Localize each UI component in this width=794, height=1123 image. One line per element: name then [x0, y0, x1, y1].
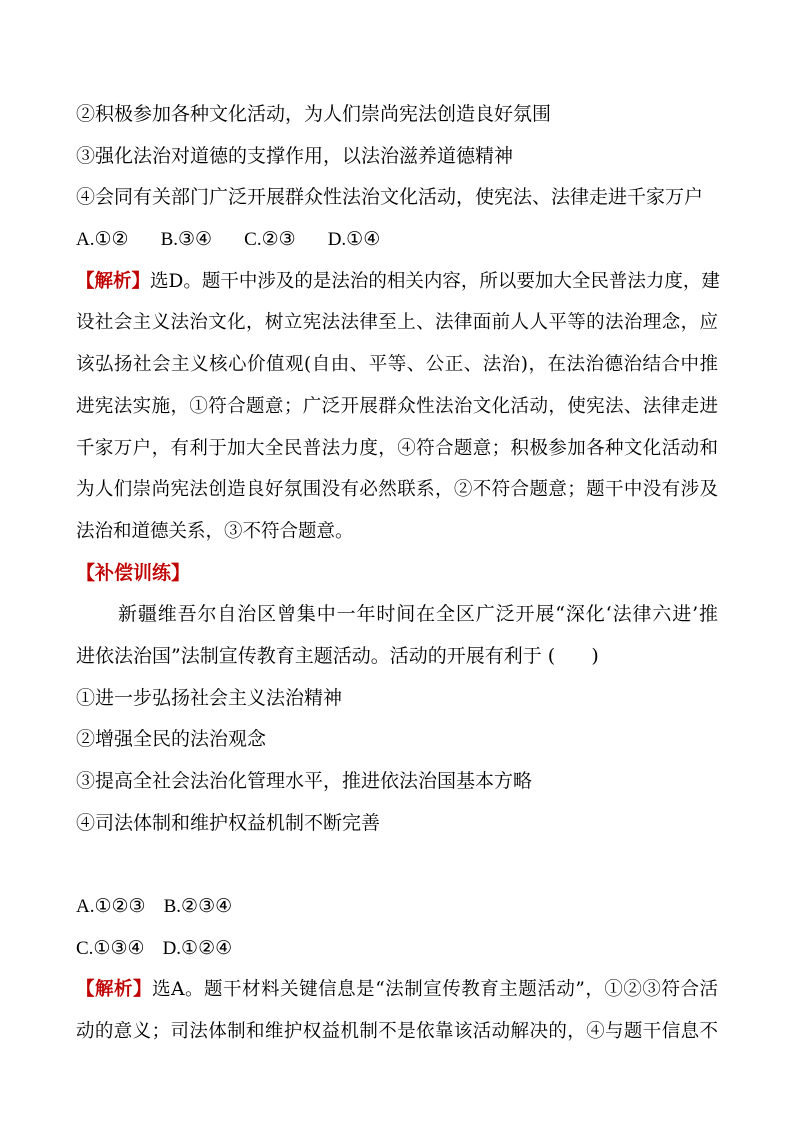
analysis-1-line-2: 设社会主义法治文化，树立宪法法律至上、法律面前人人平等的法治理念，应 — [76, 312, 718, 334]
analysis-2-line-2: 动的意义；司法体制和维护权益机制不是依靠该活动解决的，④与题干信息不 — [76, 1021, 718, 1043]
question-option-3: ③强化法治对道德的支撑作用，以法治滋养道德精神 — [76, 144, 514, 167]
supplement-option-1: ①进一步弘扬社会主义法治精神 — [76, 686, 343, 709]
supplement-label: 【补偿训练】 — [76, 561, 191, 584]
choice-c: C.①③④ — [76, 937, 145, 959]
analysis-1-line-1 — [76, 261, 718, 303]
supplement-option-3: ③提高全社会法治化管理水平，推进依法治国基本方略 — [76, 770, 533, 792]
choice-b: B.②③④ — [163, 896, 233, 918]
choice-d: D.①②④ — [162, 937, 233, 959]
analysis-label: 【解析】 — [76, 270, 151, 292]
question-choices — [76, 219, 718, 261]
supplement-stem-line-2: 进依法治国”法制宣传教育主题活动。活动的开展有利于 ( ) — [76, 644, 599, 667]
supplement-choices-row-2 — [76, 928, 718, 970]
analysis-1-line-4: 进宪法实施，①符合题意；广泛开展群众性法治文化活动，使宪法、法律走进 — [76, 395, 718, 417]
analysis-text: 选D。题干中涉及的是法治的相关内容，所以要加大全民普法力度，建 — [150, 270, 720, 292]
document-page — [76, 94, 718, 1053]
choice-a: A.①②③ — [76, 896, 146, 918]
supplement-option-4: ④司法体制和维护权益机制不断完善 — [76, 811, 381, 834]
question-option-2: ②积极参加各种文化活动，为人们崇尚宪法创造良好氛围 — [76, 103, 552, 125]
analysis-2-line-1 — [76, 969, 718, 1011]
analysis-text: 选A。题干材料关键信息是“法制宣传教育主题活动”，①②③符合活 — [152, 979, 718, 1001]
choice-d: D.①④ — [327, 229, 381, 251]
choice-a: A.①② — [76, 229, 129, 251]
supplement-stem-line-1: 新疆维吾尔自治区曾集中一年时间在全区广泛开展“深化‘法律六进’推 — [118, 603, 718, 626]
analysis-1-line-6: 为人们崇尚宪法创造良好氛围没有必然联系，②不符合题意；题干中没有涉及 — [76, 479, 718, 501]
analysis-1-line-3: 该弘扬社会主义核心价值观(自由、平等、公正、法治)，在法治德治结合中推 — [76, 354, 718, 376]
blank-line — [76, 844, 718, 886]
question-option-4: ④会同有关部门广泛开展群众性法治文化活动，使宪法、法律走进千家万户 — [76, 186, 704, 209]
choice-b: B.③④ — [160, 229, 213, 251]
supplement-option-2: ②增强全民的法治观念 — [76, 728, 267, 751]
choice-c: C.②③ — [244, 229, 296, 251]
supplement-heading — [76, 553, 718, 595]
supplement-choices-row-1 — [76, 886, 718, 928]
analysis-label: 【解析】 — [76, 979, 153, 1001]
analysis-1-line-5: 千家万户，有利于加大全民普法力度，④符合题意；积极参加各种文化活动和 — [76, 437, 718, 459]
analysis-1-line-7: 法治和道德关系，③不符合题意。 — [76, 520, 354, 542]
